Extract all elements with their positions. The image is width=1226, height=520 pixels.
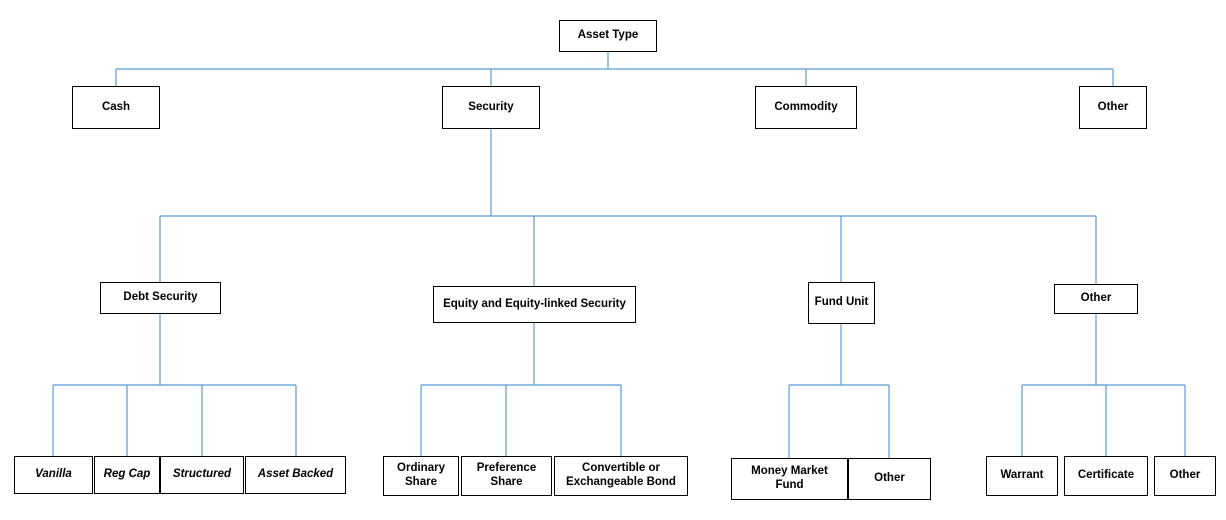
- node-asset-backed[interactable]: [245, 456, 346, 494]
- node-label: Fund Unit: [814, 296, 869, 309]
- node-label: Equity and Equity-linked Security: [443, 297, 626, 310]
- node-label: Money Market Fund: [751, 465, 828, 491]
- node-label: Other: [1097, 100, 1129, 113]
- node-money-market-fund[interactable]: [731, 458, 848, 500]
- node-label: Other: [1169, 469, 1201, 482]
- node-label: Other: [1080, 292, 1112, 305]
- node-warrant[interactable]: [986, 456, 1058, 496]
- node-preference-share[interactable]: [461, 456, 552, 496]
- node-commodity[interactable]: [755, 86, 857, 129]
- node-label: Security: [468, 100, 514, 113]
- node-label: Asset Type: [577, 29, 639, 42]
- node-label: Warrant: [1000, 469, 1044, 482]
- node-other-fund[interactable]: [848, 458, 931, 500]
- node-certificate[interactable]: [1064, 456, 1148, 496]
- node-vanilla[interactable]: [14, 456, 93, 494]
- node-other-equity-like[interactable]: [1154, 456, 1216, 496]
- node-label: Ordinary Share: [397, 462, 445, 488]
- node-label: Convertible or Exchangeable Bond: [566, 462, 676, 488]
- node-asset-type[interactable]: [559, 20, 657, 52]
- node-equity-security[interactable]: [433, 286, 636, 323]
- node-fund-unit[interactable]: [808, 282, 875, 324]
- node-label: Debt Security: [123, 291, 198, 304]
- node-label: Preference Share: [476, 462, 537, 488]
- node-label: Other: [874, 472, 905, 485]
- node-label: Cash: [101, 100, 131, 113]
- node-ordinary-share[interactable]: [383, 456, 459, 496]
- node-debt-security[interactable]: [100, 282, 221, 314]
- node-reg-cap[interactable]: [94, 456, 160, 494]
- node-label: Commodity: [774, 100, 838, 113]
- node-label: Certificate: [1077, 469, 1135, 482]
- node-label: Asset Backed: [257, 468, 334, 481]
- node-cash[interactable]: [72, 86, 160, 129]
- node-label: Structured: [172, 468, 232, 481]
- node-security[interactable]: [442, 86, 540, 129]
- node-other-security[interactable]: [1054, 284, 1138, 314]
- node-structured[interactable]: [160, 456, 244, 494]
- node-label: Vanilla: [35, 468, 72, 481]
- node-label: Reg Cap: [103, 468, 151, 481]
- node-other-top[interactable]: [1079, 86, 1147, 129]
- node-convertible-bond[interactable]: [554, 456, 688, 496]
